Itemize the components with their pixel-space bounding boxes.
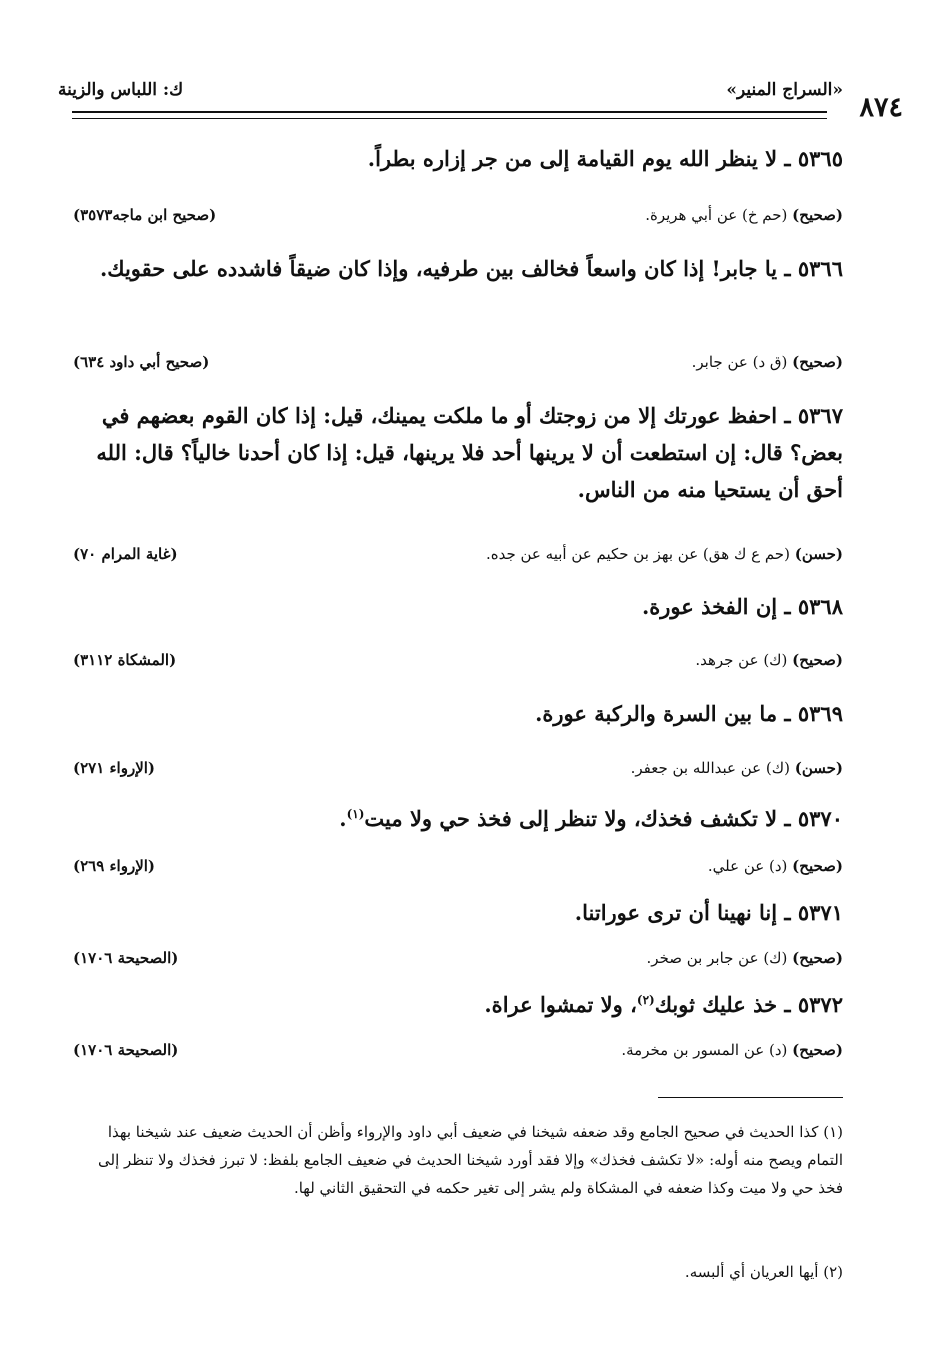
narration: (ك) عن جرهد. (695, 651, 788, 669)
source-reference: (الإرواء ٢٧١) (73, 759, 156, 777)
source-reference: (صحيح ابن ماجه٣٥٧٣) (73, 206, 217, 224)
grade-line (73, 1036, 843, 1064)
grade-label: (صحيح) (792, 206, 843, 224)
hadith-body: خذ عليك ثوبك (654, 992, 778, 1017)
grade-line (73, 201, 843, 229)
grade-label: (صحيح) (792, 949, 843, 967)
hadith-body: ما بين السرة والركبة عورة. (535, 701, 778, 726)
hadith-body: يا جابر! إذا كان واسعاً فخالف بين طرفيه، وإذا كان ضيقاً فاشدده على حقويك. (99, 256, 778, 281)
narration: (ك) عن جابر بن صخر. (646, 949, 788, 967)
narration: (حم خ) عن أبي هريرة. (645, 206, 788, 224)
hadith-body: لا تكشف فخذك، ولا تنظر إلى فخذ حي ولا ميت (364, 806, 778, 831)
hadith-number: ٥٣٦٨ (797, 594, 843, 619)
grade-label: (صحيح) (792, 857, 843, 875)
hadith-number: ٥٣٧٠ (797, 806, 843, 831)
hadith-text: ٥٣٦٦ ـ يا جابر! إذا كان واسعاً فخالف بين طرفيه، وإذا كان ضيقاً فاشدده على حقويك. (99, 256, 843, 281)
footnote-reference[interactable]: (١) (346, 807, 365, 821)
source-reference: (الصحيحة ١٧٠٦) (73, 1041, 179, 1059)
hadith-text: ٥٣٦٧ ـ احفظ عورتك إلا من زوجتك أو ما ملكت يمينك، قيل: إذا كان القوم بعضهم في بعض؟ قال: إن استطعت أن لا يرينها أحد فلا يرينها، قيل: إذا كان أحدنا خالياً؟ قال: الله أحق أن يستحيا منه من الناس. (96, 403, 843, 502)
source-reference: (الصحيحة ١٧٠٦) (73, 949, 179, 967)
header-rule-thin (72, 118, 827, 119)
hadith-body: لا ينظر الله يوم القيامة إلى من جر إزاره بطراً. (367, 146, 778, 171)
grade-label: (صحيح) (792, 353, 843, 371)
narration: (حم ع ك هق) عن بهز بن حكيم عن أبيه عن جده. (485, 545, 790, 563)
grade-label: (صحيح) (792, 651, 843, 669)
footnote-text: أيها العريان أي ألبسه. (684, 1263, 819, 1281)
hadith-number: ٥٣٦٧ (797, 403, 843, 428)
hadith-text: ٥٣٦٩ ـ ما بين السرة والركبة عورة. (535, 701, 843, 726)
hadith-text: ٥٣٦٥ ـ لا ينظر الله يوم القيامة إلى من جر إزاره بطراً. (367, 146, 843, 171)
header-rule-thick (72, 111, 827, 113)
narration: (ق د) عن جابر. (691, 353, 788, 371)
source-reference: (المشكاة ٣١١٢) (73, 651, 177, 669)
hadith-body: إن الفخذ عورة. (641, 594, 778, 619)
hadith-number: ٥٣٧٢ (797, 992, 843, 1017)
hadith-text: ٥٣٦٨ ـ إن الفخذ عورة. (641, 594, 843, 619)
running-chapter-title: ك: اللباس والزينة (58, 80, 184, 100)
source-reference: (غاية المرام ٧٠) (73, 545, 178, 563)
footnote-separator (658, 1097, 843, 1098)
footnote-text: كذا الحديث في صحيح الجامع وقد ضعفه شيخنا في ضعيف أبي داود والإرواء وأظن أن الحديث ضعيف عند شيخنا بهذا التمام ويصح منه أوله: «لا تكشف فخذك» وإلا فقد أورد شيخنا الحديث في ضعيف الجامع بلفظ: لا تبرز فخذك ولا تنظر إلى فخذ حي ولا ميت وكذا ضعفه في المشكاة ولم يشر إلى تغير حكمه في التحقيق الثاني لها. (98, 1123, 843, 1197)
hadith-text: ٥٣٧١ ـ إنا نهينا أن ترى عوراتنا. (574, 900, 843, 925)
grade-line (73, 540, 843, 568)
source-reference: (صحيح أبي داود ٦٣٤) (73, 353, 210, 371)
hadith-number: ٥٣٦٩ (797, 701, 843, 726)
grade-label: (حسن) (794, 759, 843, 777)
grade-line (73, 348, 843, 376)
hadith-body: احفظ عورتك إلا من زوجتك أو ما ملكت يمينك، قيل: إذا كان القوم بعضهم في بعض؟ قال: إن استطعت أن لا يرينها أحد فلا يرينها، قيل: إذا كان أحدنا خالياً؟ قال: الله أحق أن يستحيا منه من الناس. (96, 403, 843, 502)
narration: (د) عن علي. (707, 857, 788, 875)
grade-line (73, 852, 843, 880)
grade-label: (حسن) (794, 545, 843, 563)
footnote (73, 1258, 843, 1286)
hadith-text: ٥٣٧٢ ـ خذ عليك ثوبك$^{(٢)}$، ولا تمشوا عراة. (484, 992, 843, 1017)
hadith-number: ٥٣٧١ (797, 900, 843, 925)
grade-label: (صحيح) (792, 1041, 843, 1059)
hadith-body-end: ، ولا تمشوا عراة. (484, 992, 637, 1017)
running-book-title: «السراج المنير» (726, 80, 843, 100)
footnote (73, 1118, 843, 1202)
footnote-reference[interactable]: (٢) (636, 993, 655, 1007)
narration: (د) عن المسور بن مخرمة. (621, 1041, 788, 1059)
source-reference: (الإرواء ٢٦٩) (73, 857, 156, 875)
hadith-text: ٥٣٧٠ ـ لا تكشف فخذك، ولا تنظر إلى فخذ حي ولا ميت$^{(١)}$. (339, 806, 843, 831)
grade-line (73, 646, 843, 674)
grade-line (73, 754, 843, 782)
hadith-number: ٥٣٦٥ (797, 146, 843, 171)
narration: (ك) عن عبدالله بن جعفر. (630, 759, 790, 777)
hadith-body-end: . (339, 806, 347, 831)
grade-line (73, 944, 843, 972)
hadith-number: ٥٣٦٦ (797, 256, 843, 281)
hadith-body: إنا نهينا أن ترى عوراتنا. (574, 900, 778, 925)
footnote-marker: (١) (823, 1123, 843, 1141)
footnote-marker: (٢) (823, 1263, 843, 1281)
page-number: ٨٧٤ (859, 92, 903, 123)
